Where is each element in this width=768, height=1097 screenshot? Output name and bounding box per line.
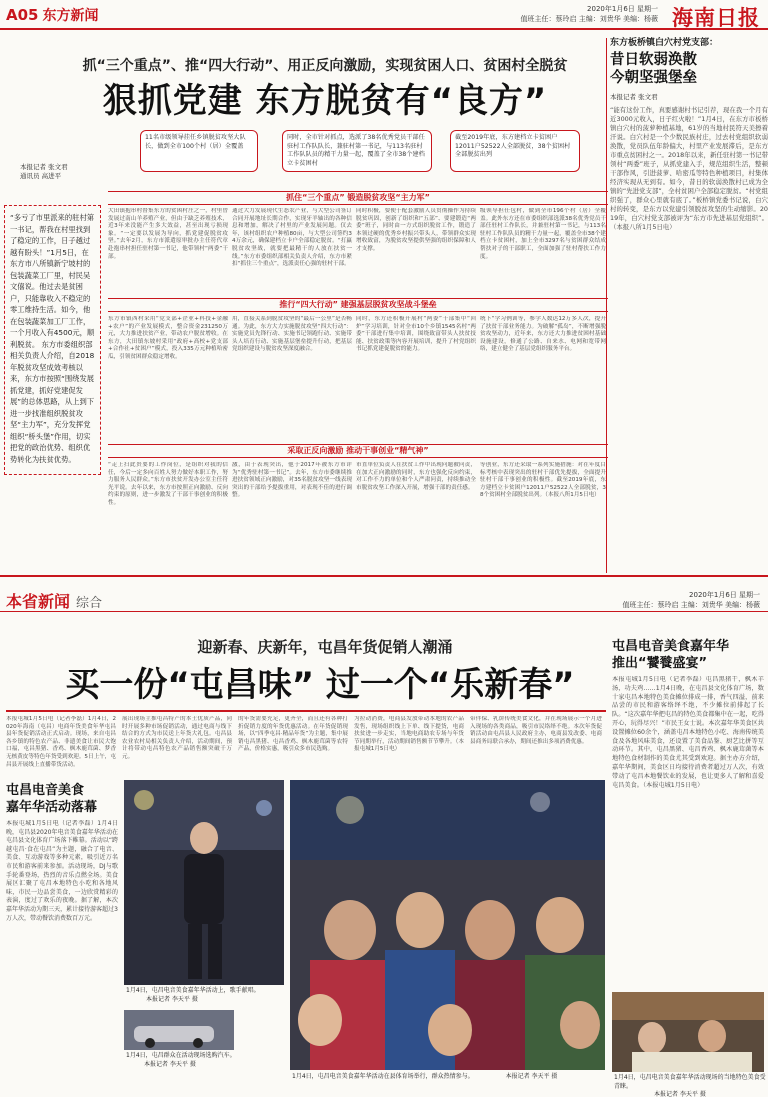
lead-quote: “多亏了市里派来的驻村第一书记，帮我在村里找到了稳定的工作，日子越过越有盼头！”1月5日，在东方市八所镇新宁坡村的包装蔬菜工厂里，村民吴文僖说。他过去是贫困户，只能靠收入不稳定的零工维持生活。如今，他在包装蔬菜加工厂工作，一个月收入有4500元，顺利脱贫。 东方市委组织部相关负责人介绍，自2018年脱贫攻坚成效考核以来，东方市按照“围绕发展抓党建，抓好党建促发展”的总体思路，从上到下进一步找准组织脱贫攻坚“主力军”，充分发挥党组织“桥头堡”作用，切实把党的政治优势、组织优势转化为扶贫优势。 xyxy=(4,205,101,475)
right-story xyxy=(612,638,764,996)
sub-story xyxy=(6,782,118,1090)
section2-kicker: 迎新春、庆新年，屯昌年货促销人潮涌 xyxy=(197,638,453,656)
section2-header xyxy=(0,586,768,612)
section1-col3: 同时积极，要便于配套激励人员贯彻操作为持续脱贫巩固，创新了组织和“五部”、要建锻造“两委”班子，同时由一方式组织脱贫工作，锻造了本领过硬的优秀乡村振兴带头人，带领群众实现增收致富，为脱贫攻坚提供坚强的组织保障和人才支撑。 xyxy=(356,208,476,252)
date-line: 2020年1月6日 星期一 xyxy=(587,5,658,13)
photo-food xyxy=(612,992,764,1072)
s2-col1: 本报屯城1月5日电（记者李磊）1月4日，2020年海南（屯昌）电商年货美食年华屯昌县年货促销活动正式启动。现场，来自屯昌各乡镇的特色农产品、非遗美食让市民大饱口福，屯昌黑猪、香鸡、枫木鹿茸菌、梦香无核黄皮等特色年货受到欢迎。5日上午，屯昌县开展线上直播带货活动。 xyxy=(6,716,116,768)
caption-4-credit: 本报记者 李天平 摄 xyxy=(654,1091,706,1097)
editors-line: 值班主任：蔡玲启 主编：刘贵华 美编：杨薇 xyxy=(520,15,658,23)
section2-col2: 用，直接关系到脱贫攻坚的“最后一公里”是否畅通。为此，东方大力实施脱贫攻坚“四大行动”：实施党员先锋行动、实施书记领跑行动、实施带头人培育行动、实施基层堡垒提升行动，把基层党组织建设与脱贫攻坚深度融合。 xyxy=(232,316,352,353)
section1-col1: 大田镇抱串村督集东方的贫困村庄之一，村里曾发展过南山羊养殖产业，但由于缺乏养殖技术，近3年来没能产生多大效益，甚至出现亏损现象。“一定要以发展为导向，抓党建促脱贫攻坚。”去年2月，东方市派遣原审批办主任符代章赴抱串村担任驻村第一书记，他带领村“两委”干部。 xyxy=(108,208,228,260)
section2-name-wrap xyxy=(6,589,102,612)
section2-col3: 同时，东方还积极开展村“两委”干部集中“回炉”学习培训，针对全市10个乡镇1545名村“两委”干部进行集中培训，围绕致富带头人扶贫技能、扶贫政策等内容开展培训，提升了村党组织书记抓党建促脱贫的能力。 xyxy=(356,316,476,353)
caption-2 xyxy=(126,1052,236,1069)
lead-headline: 狠抓党建 东方脱贫有“良方” xyxy=(102,81,548,121)
caption-4-text: 1月4日，屯昌电音美食嘉年华活动现场的当地特色美食受青睐。 xyxy=(614,1074,766,1090)
sidebar-rule xyxy=(606,38,607,573)
photo-singer xyxy=(124,780,284,985)
sidebar-headline-1: 昔日软弱涣散 xyxy=(610,52,697,68)
caption-3 xyxy=(292,1073,607,1082)
caption-2-text: 1月4日，屯昌群众在活动现场选购汽车。 xyxy=(126,1052,236,1059)
s2-col3: 的年货需要充足，更齐全，而且还有各种打折促销力度的年货优惠活动。在年货促销现场，以“四季屯昌·精品年货”为主题，集中展销屯昌黑猪、屯昌香鸡、枫木鹿茸菌等农特产品，价格实惠，吸引众多市民选购。 xyxy=(238,716,348,753)
section2-sub: 综合 xyxy=(76,596,103,611)
section2-col4: 统下“学习例训等，参学人数达12万多人次，提升了扶贫干部业务能力。为破解“孤岛”，不断增强脱贫攻坚动力，近年来，东方还大力推进贫困村基础设施建设，修通了公路、自来水、电网和宽带网络，建立健全了基层党组织服务平台。 xyxy=(480,316,606,353)
headline-rule xyxy=(6,710,606,712)
lead-byline: 本报记者 张文君 通讯员 高进平 xyxy=(20,163,68,180)
newspaper-logo: 海南日报 xyxy=(672,5,760,30)
photo-car xyxy=(124,1010,234,1050)
right-story-headline-2: 推出“饕餮盛宴” xyxy=(612,656,708,671)
info-box-1: 11名市级领导挂任乡镇脱贫攻坚大队长，做到全市100个村（居）全覆盖 xyxy=(140,130,258,172)
sidebar-title: 东方板桥镇白穴村党支部： xyxy=(610,38,719,48)
header-meta xyxy=(521,4,658,24)
photo-singer-graphic xyxy=(124,780,284,985)
right-story-body: 本报屯城1月5日电（记者李磊）屯昌黑猪干，枫木羊汤，功夫鸡……1月4日晚，在屯昌县文化体育广场，数十家屯昌本地特色美食摊位排成一排，香气四溢，前来品尝的市民和游客络绎不绝，不少摊位前排起了长队。“这次嘉年华把屯昌的特色美食都集中在一起，吃得开心，玩得尽兴！”市民王女士说。本次嘉年华美食区共设置摊位60余个，涵盖屯昌本地特色小吃、海南传统美食及各地风味美食，还设置了美食品鉴、厨艺比拼等互动环节。其中，屯昌黑猪、屯昌香鸡、枫木鹿茸菌等本地特色食材制作的美食尤其受到欢迎。据主办方介绍，嘉年华期间，美食区日均接待消费者超过万人次，有效带动了屯昌本地餐饮业的发展，也让更多人了解和喜爱屯昌美食。（本报屯城1月5日电） xyxy=(612,676,764,789)
s2-col5: 带伴保、乳饼传统美食文化，并在现场展示一个月进入现场的各类商品，吸引市民络绎不绝。本次年货促销活动由屯昌县人民政府主办，电商县发改委、电商县商务局联合承办，期间还推出多项消费优惠。 xyxy=(470,716,602,745)
sub-story-headline-1: 屯昌电音美食 xyxy=(6,783,85,798)
page-divider xyxy=(0,575,768,585)
right-story-headline-1: 屯昌电音美食嘉年华 xyxy=(612,639,730,654)
section3-col1: “走上扫此贵要的工作岗位，是组织对我的信任，今后一定多向百姓人努力做好本职工作，努力服务人民群众。”东方市扶贫开发办公室主任符光平说。去年以来，东方市按照正向激励、反向约束的原则，进一步激发了干部干事创业的积极性。 xyxy=(108,462,228,506)
info-box-3: 截至2019年底，东方建档立卡贫困户12011户52522人全部脱贫，38个贫困村全部脱贫出列 xyxy=(450,130,580,172)
info-box-2: 同时，全市针对抓点，选派了38名优秀党员干部任驻村工作队队长，兼驻村第一书记，与113名驻村工作队队员的精干力量一起，覆盖了全市38个建档立卡贫困村 xyxy=(282,130,432,172)
page-code xyxy=(6,5,98,25)
section2-meta xyxy=(623,590,760,610)
section3-col2: 激，由于表现突出，他于2017年被东方市评为“优秀驻村第一书记”。去年，东方市委继续推进扶贫领域正向激励，对35名脱贫攻坚一线表现突出的干部给予提拔重用，对表现不佳的进行调整。 xyxy=(232,462,352,499)
sidebar-headline-2: 今朝坚强堡垒 xyxy=(610,70,697,86)
caption-1 xyxy=(126,987,286,1004)
section-name: 东方新闻 xyxy=(42,8,99,24)
section-bar-2: 推行“四大行动” 建强基层脱贫攻坚战斗堡垒 xyxy=(108,298,608,312)
section2-date: 2020年1月6日 星期一 xyxy=(689,591,760,599)
sub-story-body: 本报屯城1月5日电（记者李磊）1月4日晚，屯昌县2020年电音美食嘉年华活动在屯昌县文化体育广场落下帷幕。活动以“跨越屯昌·食在屯昌”为主题，融合了电音、美食、互动游戏等多种元素，吸引近万名市民和游客前来参加。活动现场，DJ与歌手轮番登场，热烈的音乐点燃全场。美食展区汇聚了屯昌本地特色小吃和各地风味，市民一边品尝美食，一边欣赏精彩的表演，度过了欢乐的夜晚。据了解，本次嘉年华活动为期三天，累计接待游客超过3万人次，带动餐饮消费数百万元。 xyxy=(6,820,118,922)
s2-col2: 展出现场主推屯昌特产的本土优质产品，同时开展多种市场促销活动，通过电商与线下结合的方式为市民送上年货大礼包。屯昌县农业农村局相关负责人介绍，活动期间，预计将带动屯昌特色农产品销售额突破千万元。 xyxy=(122,716,232,760)
caption-1-text: 1月4日，屯昌电音美食嘉年华活动上，歌手献唱。 xyxy=(126,987,260,994)
sidebar-byline: 本报记者 张文君 xyxy=(610,93,658,101)
section3-col3: 市直单位负责人在扶贫工作中出现问题被问责，在加大正向激励的同时，东方也强化反向约束，对工作不力的单位和个人严肃问责，持续推动全市脱贫攻坚工作深入开展，增强干部的责任感。 xyxy=(356,462,476,491)
page-number: A05 xyxy=(6,6,39,24)
section1-col4: 级领导担任包村，做到全市196个村（居）全覆盖。此外东方还在市委组织部选派38名优秀党员干部任驻村工作队长，并兼驻村第一书记，与113名驻村工作队队员的精干力量一起，覆盖全市38个建档立卡贫困村，加上全市3297名与贫困群众结成帮扶对子的干部职工，全面加强了驻村帮扶工作力度。 xyxy=(480,208,606,260)
caption-4 xyxy=(614,1074,766,1097)
caption-3-text: 1月4日，屯昌电音美食嘉年华活动在县体育场举行，群众热情参与。 xyxy=(292,1073,474,1080)
section-bar-1: 抓住“三个重点” 锻造脱贫攻坚“主力军” xyxy=(108,191,608,205)
photo-crowd xyxy=(290,780,605,1070)
section1-col2: 通过大力发展现代生态农产业，与大型公司签订合同开展地址长期合作，实现牙羊轴出的各种信息和增加，解决了村里的产业发展问题。仅去年，该村组织农户种植80亩，与大型公司签约34万余元，确保建档立卡户全部稳定脱贫。“打赢脱贫攻坚战，就要把最精干的人放在扶贫一线。”东方市委组织部相关负责人介绍，东方市紧扣“抓住三个重点”，选派责任心强的驻村干部。 xyxy=(232,208,352,268)
lead-kicker: 抓“三个重点”、推“四大行动”、用正反向激励，实现贫困人口、贫困村全脱贫 xyxy=(82,58,568,74)
section3-col4: 等创业，东方还采取一系列实施措施：对在年度目标考核中表现突出的驻村干部优先提拔，全面提升驻村干部干事创业的积极性。截至2019年底，东方建档立卡贫困户12011户52522人全部脱贫，38个贫困村全部脱贫出列。（本报八所1月5日电） xyxy=(480,462,606,499)
section2-headline: 买一份“屯昌味” 过一个“乐新春” xyxy=(65,665,575,705)
section-bar-3: 采取正反向激励 推动干事创业“精气神” xyxy=(108,444,608,458)
section2-col1: 东方市镇西村采用“党支部+企业+科技+金融+农户”的产业发展模式，整合资金231250万元，大力推进扶贫产业，带动农户脱贫增收。在东方，大田镇东坡村采用“政府+高校+党支部+合作社+贫困户”模式，投入335万元种植哈密瓜，引领贫困群众稳定增收。 xyxy=(108,316,228,360)
section2-name: 本省新闻 xyxy=(6,592,71,611)
photo-car-graphic xyxy=(124,1010,234,1050)
photo-crowd-graphic xyxy=(290,780,605,1070)
s2-col4: 为拉动消费，电商县发放带动本地的农产品发售，现场组织线上下单、线下提货，电商扶贫进一步走实，当地电商助农专场与年货节同期举行，活动期间销售额节节攀升。（本报屯城1月5日电） xyxy=(354,716,464,753)
caption-1-credit: 本报记者 李天平 摄 xyxy=(146,995,198,1003)
photo-food-graphic xyxy=(612,992,764,1072)
page-header xyxy=(0,0,768,30)
sidebar-story xyxy=(610,38,768,573)
caption-2-credit: 本报记者 李天平 摄 xyxy=(144,1060,196,1068)
caption-3-credit: 本报记者 李天平 摄 xyxy=(505,1073,558,1080)
sub-story-headline-2: 嘉年华活动落幕 xyxy=(6,800,98,815)
section2-editors: 值班主任：蔡玲启 主编：刘贵华 美编：杨薇 xyxy=(622,601,760,609)
sidebar-body: “能有这份工作，真要感谢村书记引荐，现在我一个月有近3000元收入，日子红火啦！”1月4日，在东方市板桥镇白穴村的菠萝种植基地，61岁的当地村民符天美擦着汗说。白穴村是一个少数民族村庄，过去村党组织软弱涣散，党员队伍年龄偏大，村里产业发展滞后，是东方市重点贫困村之一。2018年以来，新任驻村第一书记带领村“两委”班子，从抓党建入手，规范组织生活，整顿干部作风，引进菠萝、哈密瓜等特色种植项目，村集体经济实现从无到有。如今，昔日的软弱涣散村已成为全镇的“先进党支部”，全村贫困户全部稳定脱贫。“村党组织强了，群众心里就有底了。”板桥镇党委书记说，白穴村的转变，是东方以党建引领脱贫攻坚的生动缩影。2019年，白穴村党支部被评为“东方市先进基层党组织”。（本报八所1月5日电） xyxy=(610,106,768,231)
